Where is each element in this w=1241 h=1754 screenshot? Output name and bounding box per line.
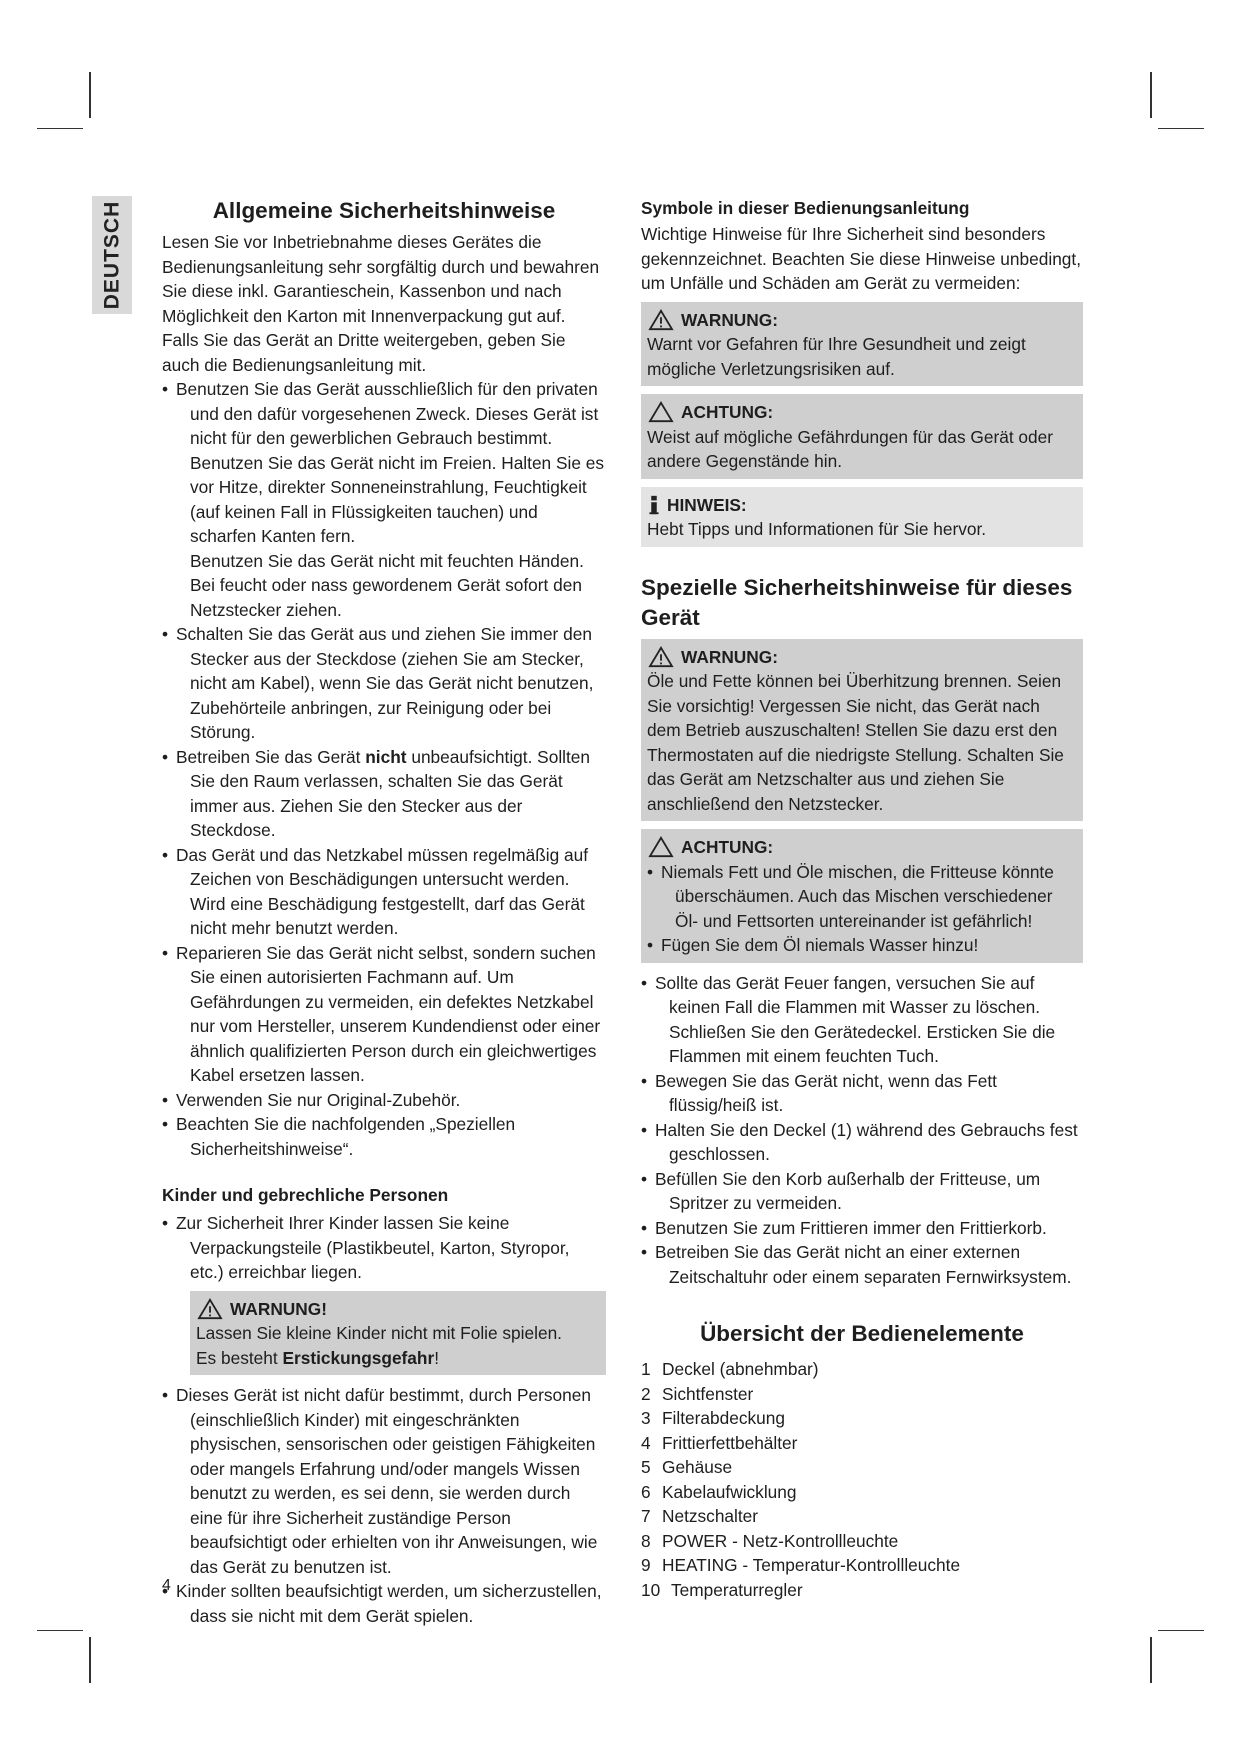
list-item: • Verwenden Sie nur Original-Zubehör. bbox=[162, 1088, 606, 1113]
item-label: Deckel (abnehmbar) bbox=[662, 1359, 819, 1379]
list-item: • Zur Sicherheit Ihrer Kinder lassen Sie keine Verpackungsteile (Plastikbeutel, Karton, Styropor, etc.) erreichbar liegen. bbox=[162, 1211, 606, 1285]
overview-item bbox=[641, 1357, 1083, 1382]
overview-item bbox=[641, 1578, 1083, 1603]
item-number: 4 bbox=[641, 1432, 651, 1453]
crop-mark bbox=[37, 1630, 83, 1631]
list-item bbox=[162, 377, 606, 622]
list-item bbox=[162, 745, 606, 843]
list-item: • Schalten Sie das Gerät aus und ziehen Sie immer den Stecker aus der Steckdose (ziehen Sie am Stecker, nicht am Kabel), wenn Sie das Gerät nicht benutzen, Zubehörteile anbringen, zur Reinigung oder bei Störung. bbox=[162, 622, 606, 745]
item-number: 7 bbox=[641, 1506, 651, 1526]
bullet-text: Benutzen Sie das Gerät nicht mit feuchten Händen. Bei feucht oder nass gewordenem Gerät sofort den Netzstecker ziehen. bbox=[190, 550, 584, 620]
item-number: 10 bbox=[641, 1579, 661, 1600]
caution-triangle-icon bbox=[647, 401, 675, 423]
symbols-intro: Wichtige Hinweise für Ihre Sicherheit sind besonders gekennzeichnet. Beachten Sie diese Hinweise unbedingt, um Unfälle und Schäden am Gerät zu vermeiden: bbox=[641, 224, 1082, 293]
item-number: 1 bbox=[641, 1359, 651, 1379]
list-item: • Befüllen Sie den Korb außerhalb der Fritteuse, um Spritzer zu vermeiden. bbox=[641, 1167, 1083, 1216]
bullet-text: Betreiben Sie das Gerät bbox=[176, 746, 366, 767]
kids-warning-box bbox=[190, 1291, 606, 1376]
item-label: Gehäuse bbox=[662, 1457, 733, 1477]
crop-mark bbox=[1158, 1630, 1204, 1631]
warning-text bbox=[196, 1346, 600, 1371]
warning-triangle-icon bbox=[647, 309, 675, 331]
item-label: Filterabdeckung bbox=[662, 1408, 785, 1428]
crop-mark bbox=[1150, 72, 1152, 118]
overview-item bbox=[641, 1406, 1083, 1431]
warning-bold: Erstickungsgefahr bbox=[282, 1347, 435, 1368]
overview-item bbox=[641, 1529, 1083, 1554]
crop-mark bbox=[1150, 1637, 1152, 1683]
language-tab-label: DEUTSCH bbox=[100, 200, 124, 310]
item-label: Kabelaufwicklung bbox=[662, 1481, 797, 1502]
special-warnung-title-text: WARNUNG: bbox=[681, 646, 778, 667]
list-item: • Niemals Fett und Öle mischen, die Fritteuse könnte überschäumen. Auch das Mischen verschiedener Öl- und Fettsorten untereinander ist gefährlich! bbox=[647, 860, 1077, 934]
warnung-title bbox=[647, 308, 1077, 333]
special-safety-list bbox=[641, 971, 1083, 1290]
warnung-title-text: WARNUNG: bbox=[681, 309, 778, 330]
overview-item bbox=[641, 1553, 1083, 1578]
hinweis-title bbox=[647, 493, 1077, 518]
list-item: • Benutzen Sie zum Frittieren immer den Frittierkorb. bbox=[641, 1216, 1083, 1241]
special-achtung-box bbox=[641, 829, 1083, 963]
special-achtung-list bbox=[647, 860, 1077, 958]
achtung-title-text: ACHTUNG: bbox=[681, 402, 774, 422]
item-number: 9 bbox=[641, 1555, 651, 1575]
list-item: • Reparieren Sie das Gerät nicht selbst, sondern suchen Sie einen autorisierten Fachmann auf. Um Gefährdungen zu vermeiden, ein defektes Netzkabel nur vom Hersteller, unserem Kundendienst oder einer ähnlich qualifizierten Person durch ein gleichwertiges Kabel ersetzen lassen. bbox=[162, 941, 606, 1088]
left-column bbox=[162, 196, 606, 1628]
overview-item bbox=[641, 1480, 1083, 1505]
warning-title bbox=[196, 1297, 600, 1322]
crop-mark bbox=[89, 72, 91, 118]
item-number: 8 bbox=[641, 1530, 651, 1551]
warning-text: Lassen Sie kleine Kinder nicht mit Folie spielen. bbox=[196, 1323, 562, 1343]
intro-paragraph: Lesen Sie vor Inbetriebnahme dieses Gerätes die Bedienungsanleitung sehr sorgfältig durch und bewahren Sie diese inkl. Garantieschein, Kassenbon und nach Möglichkeit den Karton mit Innenverpackung gut auf. Falls Sie das Gerät an Dritte weitergeben, geben Sie auch die Bedienungsanleitung mit. bbox=[162, 232, 600, 375]
list-item: • Bewegen Sie das Gerät nicht, wenn das Fett flüssig/heiß ist. bbox=[641, 1069, 1083, 1118]
language-tab bbox=[92, 196, 132, 314]
overview-item bbox=[641, 1431, 1083, 1456]
symbol-warnung-box bbox=[641, 302, 1083, 387]
page-number: 4 bbox=[162, 1577, 171, 1594]
overview-item bbox=[641, 1504, 1083, 1529]
info-icon bbox=[647, 494, 661, 516]
item-number: 6 bbox=[641, 1481, 651, 1502]
item-label: POWER - Netz-Kontrollleuchte bbox=[662, 1530, 899, 1551]
special-warnung-title bbox=[647, 645, 1077, 670]
symbol-achtung-box bbox=[641, 394, 1083, 479]
bullet-text: Benutzen Sie das Gerät ausschließlich für den privaten und den dafür vorgesehenen Zweck. Dieses Gerät ist nicht für den gewerblichen Gebrauch bestimmt. bbox=[176, 379, 599, 448]
item-number: 3 bbox=[641, 1408, 651, 1428]
list-item: • Beachten Sie die nachfolgenden „Speziellen Sicherheitshinweise“. bbox=[162, 1112, 606, 1161]
achtung-title bbox=[647, 400, 1077, 425]
general-safety-heading: Allgemeine Sicherheitshinweise bbox=[212, 198, 556, 223]
warning-triangle-icon bbox=[196, 1298, 224, 1320]
bullet-text: unbeaufsichtigt. Sollten Sie den Raum verlassen, schalten Sie das Gerät immer aus. Ziehen Sie den Stecker aus der Steckdose. bbox=[190, 746, 591, 840]
list-item: • Das Gerät und das Netzkabel müssen regelmäßig auf Zeichen von Beschädigungen untersucht werden. Wird eine Beschädigung festgestellt, darf das Gerät nicht mehr benutzt werden. bbox=[162, 843, 606, 941]
symbol-hinweis-box bbox=[641, 487, 1083, 547]
crop-mark bbox=[37, 128, 83, 129]
special-safety-heading: Spezielle Sicherheitshinweise für dieses Gerät bbox=[641, 574, 1073, 630]
special-achtung-title bbox=[647, 835, 1077, 860]
warning-triangle-icon bbox=[647, 646, 675, 668]
list-item: • Dieses Gerät ist nicht dafür bestimmt, durch Personen (einschließlich Kinder) mit eingeschränkten physischen, sensorischen oder geistigen Fähigkeiten oder mangels Erfahrung und/oder mangels Wissen benutzt zu werden, es sei denn, sie werden durch eine für ihre Sicherheit zuständige Person beaufsichtigt oder erhielten von ihr Anweisungen, wie das Gerät zu benutzen ist. bbox=[162, 1383, 606, 1579]
item-label: HEATING - Temperatur-Kontrollleuchte bbox=[662, 1555, 961, 1575]
item-label: Temperaturregler bbox=[671, 1579, 803, 1600]
kids-list-continued bbox=[162, 1383, 606, 1628]
warning-text-part: ! bbox=[434, 1347, 440, 1368]
hinweis-title-text: HINWEIS: bbox=[667, 494, 747, 515]
crop-mark bbox=[89, 1637, 91, 1683]
item-label: Frittierfettbehälter bbox=[662, 1432, 798, 1453]
overview-item bbox=[641, 1382, 1083, 1407]
symbols-heading: Symbole in dieser Bedienungsanleitung bbox=[641, 198, 970, 218]
item-label: Netzschalter bbox=[662, 1506, 759, 1526]
kids-list bbox=[162, 1211, 606, 1285]
overview-heading: Übersicht der Bedienelemente bbox=[700, 1321, 1024, 1346]
item-number: 2 bbox=[641, 1383, 651, 1404]
item-label: Sichtfenster bbox=[662, 1383, 754, 1404]
crop-mark bbox=[1158, 128, 1204, 129]
general-safety-list bbox=[162, 377, 606, 1161]
warnung-text: Warnt vor Gefahren für Ihre Gesundheit und zeigt mögliche Verletzungsrisiken auf. bbox=[647, 334, 1026, 379]
list-item: • Sollte das Gerät Feuer fangen, versuchen Sie auf keinen Fall die Flammen mit Wasser zu löschen. Schließen Sie den Gerätedeckel. Ersticken Sie die Flammen mit einem feuchten Tuch. bbox=[641, 971, 1083, 1069]
special-achtung-title-text: ACHTUNG: bbox=[681, 837, 774, 857]
caution-triangle-icon bbox=[647, 836, 675, 858]
list-item: • Betreiben Sie das Gerät nicht an einer externen Zeitschaltuhr oder einem separaten Fernwirksystem. bbox=[641, 1240, 1083, 1289]
warning-title-text: WARNUNG! bbox=[230, 1298, 327, 1319]
overview-list bbox=[641, 1357, 1083, 1602]
hinweis-text: Hebt Tipps und Informationen für Sie hervor. bbox=[647, 519, 987, 539]
list-item: • Kinder sollten beaufsichtigt werden, um sicherzustellen, dass sie nicht mit dem Gerät spielen. bbox=[162, 1579, 606, 1628]
kids-heading: Kinder und gebrechliche Personen bbox=[162, 1185, 449, 1205]
warning-text-part: Es besteht bbox=[196, 1347, 283, 1368]
item-number: 5 bbox=[641, 1457, 651, 1477]
right-column bbox=[641, 196, 1083, 1602]
special-warnung-text: Öle und Fette können bei Überhitzung brennen. Seien Sie vorsichtig! Vergessen Sie nicht, das Gerät nach dem Betrieb auszuschalten! Stellen Sie dazu erst den Thermostaten auf die niedrigste Stellung. Schalten Sie das Gerät am Netzschalter aus und ziehen Sie anschließend den Netzstecker. bbox=[647, 671, 1064, 814]
overview-item bbox=[641, 1455, 1083, 1480]
bullet-bold: nicht bbox=[365, 746, 407, 767]
bullet-text: Benutzen Sie das Gerät nicht im Freien. Halten Sie es vor Hitze, direkter Sonneneinstrahlung, Feuchtigkeit (auf keinen Fall in Flüssigkeiten tauchen) und scharfen Kanten fern. bbox=[190, 452, 604, 546]
list-item: • Fügen Sie dem Öl niemals Wasser hinzu! bbox=[647, 933, 1077, 958]
achtung-text: Weist auf mögliche Gefährdungen für das Gerät oder andere Gegenstände hin. bbox=[647, 426, 1054, 471]
list-item: • Halten Sie den Deckel (1) während des Gebrauchs fest geschlossen. bbox=[641, 1118, 1083, 1167]
special-warnung-box bbox=[641, 639, 1083, 822]
